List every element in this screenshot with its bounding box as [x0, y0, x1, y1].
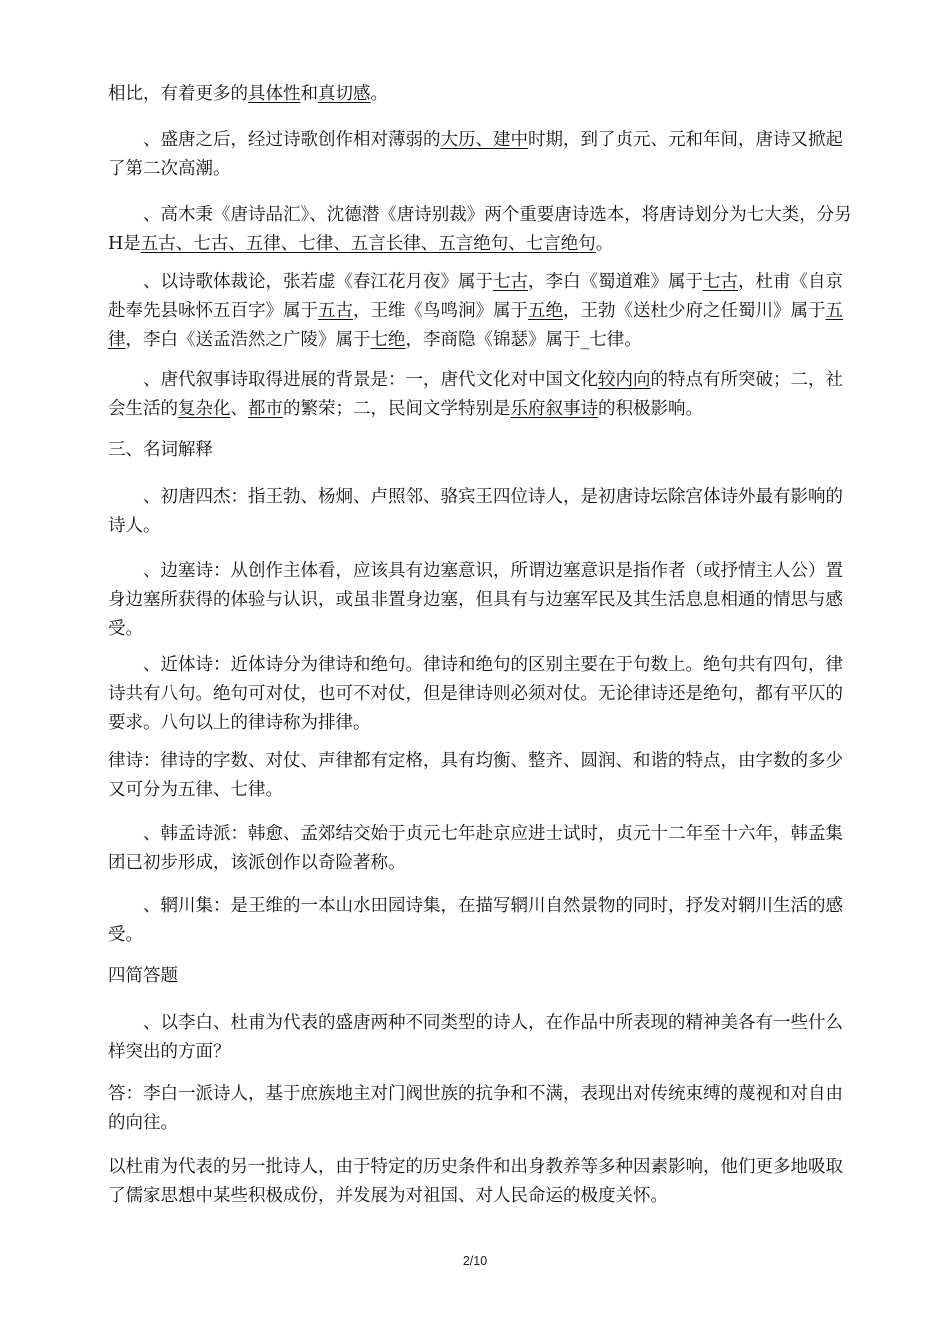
underlined-answer: 七古: [703, 272, 738, 292]
underlined-answer: 大历、建中: [440, 130, 528, 150]
term-definition: 、韩孟诗派：韩愈、孟郊结交始于贞元七年赴京应进士试时，贞元十二年至十六年，韩孟集团已初步形成，该派创作以奇险著称。: [108, 824, 843, 873]
fill-blank-item: [108, 126, 853, 184]
question: 、以李白、杜甫为代表的盛唐两种不同类型的诗人，在作品中所表现的精神美各有一些什么样突出的方面？: [108, 1013, 843, 1062]
text: ，王维《鸟鸣涧》属于: [353, 301, 528, 321]
text: 、高木秉《唐诗品汇》、沈德潜《唐诗别裁》两个重要唐诗选本，将唐诗划分为七大类，分另H是: [108, 205, 852, 254]
answer: 答：李白一派诗人，基于庶族地主对门阀世族的抗争和不满，表现出对传统束缚的蔑视和对自由的向往。: [108, 1084, 843, 1133]
underlined-answer: 乐府叙事诗: [510, 399, 598, 419]
term-definition: 、初唐四杰：指王勃、杨炯、卢照邻、骆宾王四位诗人，是初唐诗坛除宫体诗外最有影响的诗人。: [108, 487, 843, 536]
underlined-answer: 真切感: [318, 84, 371, 104]
text: 的特点有所突破；二，社会生活的: [108, 370, 843, 419]
term-definition: 、近体诗：近体诗分为律诗和绝句。律诗和绝句的区别主要在于句数上。绝句共有四句，律诗共有八句。绝句可对仗，也可不对仗，但是律诗则必须对仗。无论律诗还是绝句，都有平仄的要求。八句以上的律诗称为排律。: [108, 655, 843, 733]
underlined-answer: 五古、七古、五律、七律、五言长律、五言绝句、七言绝句: [140, 234, 596, 254]
underlined-answer: 七古: [493, 272, 528, 292]
text: 、唐代叙事诗取得进展的背景是：一，唐代文化对中国文化: [143, 370, 598, 390]
text: ，王勃《送杜少府之任蜀川》属于: [563, 301, 826, 321]
paragraph-continuation: [108, 80, 853, 109]
text: ，李商隐《锦瑟》属于_七律。: [405, 330, 642, 350]
underlined-answer: 五古: [318, 301, 353, 321]
text: 的积极影响。: [598, 399, 703, 419]
underlined-answer: 都市: [248, 399, 283, 419]
underlined-answer: 复杂化: [178, 399, 231, 419]
underlined-answer: 具体性: [248, 84, 301, 104]
text: 的繁荣；二，民间文学特别是: [283, 399, 511, 419]
term-definition: 、辋川集：是王维的一本山水田园诗集，在描写辋川自然景物的同时，抒发对辋川生活的感受。: [108, 896, 843, 945]
text: 、以诗歌体裁论，张若虚《春江花月夜》属于: [143, 272, 493, 292]
text: ，杜甫《自京赴奉先县咏怀五百字》属于: [108, 272, 843, 321]
section-heading: 三、名词解释: [108, 440, 213, 460]
section-heading: 四简答题: [108, 966, 178, 986]
fill-blank-item: [108, 366, 853, 424]
text: 时期，到了贞元、元和年间，唐诗又掀起了第二次高潮。: [108, 130, 843, 179]
text: 。: [595, 234, 614, 254]
term-definition: 律诗：律诗的字数、对仗、声律都有定格，具有均衡、整齐、圆润、和谐的特点，由字数的多少又可分为五律、七律。: [108, 751, 843, 800]
fill-blank-item: [108, 201, 853, 259]
underlined-answer: 七绝: [370, 330, 406, 350]
text: 。: [370, 84, 388, 104]
answer: 以杜甫为代表的另一批诗人，由于特定的历史条件和出身教养等多种因素影响，他们更多地吸取了儒家思想中某些积极成份，并发展为对祖国、对人民命运的极度关怀。: [108, 1157, 843, 1206]
text: 、盛唐之后，经过诗歌创作相对薄弱的: [143, 130, 441, 150]
page-number: 2/10: [462, 1254, 488, 1268]
text: 相比，有着更多的: [108, 84, 248, 104]
underlined-answer: 五绝: [528, 301, 563, 321]
text: ，李白《蜀道难》属于: [528, 272, 703, 292]
underlined-answer: 五律: [108, 301, 843, 350]
term-definition: 、边塞诗：从创作主体看，应该具有边塞意识，所谓边塞意识是指作者（或抒情主人公）置身边塞所获得的体验与认识，或虽非置身边塞，但具有与边塞军民及其生活息息相通的情思与感受。: [108, 561, 843, 639]
fill-blank-item: [108, 268, 853, 355]
text: ，李白《送孟浩然之广陵》属于: [125, 330, 371, 350]
text: 和: [300, 84, 318, 104]
underlined-answer: 较内向: [598, 370, 651, 390]
text: 、: [230, 399, 248, 419]
